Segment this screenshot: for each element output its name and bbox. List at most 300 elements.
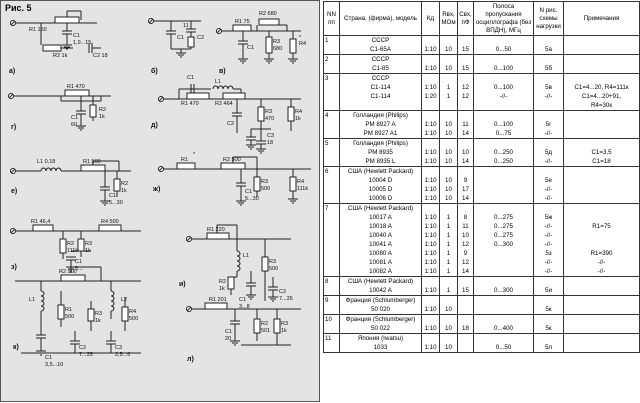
cell-country [340,167,422,204]
cell-country [340,55,422,74]
cell-rvx [440,74,458,111]
cell-notes [564,55,640,74]
row-number: 11 [325,335,332,342]
model-name: С1-65А [370,46,391,53]
band-value: 0...250 [494,158,513,165]
fig-ref: -//- [544,130,553,137]
component-label: C2 [279,289,287,295]
rvx-value: 1 [446,232,451,239]
note-text: R1=390 [590,250,613,257]
rvx-value: 10 [445,195,452,202]
panel-label: ж) [153,186,161,193]
header-band: Полоса пропускания осциллографа (без ВПДН), МГц [474,2,534,36]
inductor-symbol [237,266,240,271]
table-row [324,111,640,139]
fig-ref: 5л [544,344,553,351]
inductor-symbol [111,296,114,301]
component-label: C2 18 [93,53,108,59]
panel-label: л) [187,356,194,363]
table-body [324,36,640,353]
fig-ref: 5д [544,149,553,156]
fig-ref: -//- [544,195,553,202]
cvx-value: 15 [462,65,469,72]
component-label: R1 470 [181,101,199,107]
model-name: 10017 A [369,214,392,221]
note-text: С1=4...20, R4=111к [574,84,629,91]
component-label: 1k [85,248,91,254]
fig-ref: 5к [545,306,552,313]
kd-value: 1:10 [424,287,437,294]
model-name: С1-114 [370,84,391,91]
resistor-symbol [290,177,296,191]
table-row [324,139,640,167]
cell-country [340,74,422,111]
panel-label: з) [11,264,17,271]
component-label: C1 [73,33,81,39]
rvx-value: 10 [445,158,452,165]
component-label: R3 [85,241,93,247]
cell-cvx [458,111,474,139]
cell-country [340,277,422,296]
component-label: R1 470 [67,84,85,90]
component-label: 111k [297,186,309,192]
model-name: 10006 D [368,195,393,202]
component-label: R1 220 [207,227,225,233]
fig-ref: -//- [544,223,553,230]
band-value [475,185,532,194]
component-label: C2 [197,35,205,41]
panel-label: е) [11,188,18,195]
header-rvx: Rвх, МОм [440,2,458,36]
rvx-value: 10 [445,325,452,332]
band-value: -//- [499,93,508,100]
kd-value: 1:10 [424,214,437,221]
component-label: R4 [295,109,303,115]
component-label: 1k [219,286,225,292]
model-name: 10040 A [369,232,392,239]
rvx-value: 1 [446,84,451,91]
cell-notes [564,74,640,111]
panel-label: г) [11,124,17,131]
cell-band [474,204,534,277]
header-kd: Кд [422,2,440,36]
model-name: 10081 A [369,259,392,266]
kd-value: 1:10 [424,121,437,128]
cell-notes [564,139,640,167]
fig-ref: 5а [545,46,552,53]
header-fig: N рис. схемы нагрузки [534,2,564,36]
cvx-value: 12 [462,259,469,266]
cell-notes [564,167,640,204]
kd-value: 1:10 [424,344,437,351]
cell-kd [422,55,440,74]
cell-fig [534,204,564,277]
kd-value: 1:10 [424,186,437,193]
rvx-value: 10 [445,149,452,156]
cell-rvx [440,55,458,74]
component-label: R1 [181,157,189,163]
row-number: 3 [325,75,329,82]
cvx-value: 11 [462,223,469,230]
inductor-symbol [111,301,114,306]
rvx-value: 10 [445,121,452,128]
table-row [324,74,640,111]
cell-rvx [440,277,458,296]
model-name: 10018 A [369,223,392,230]
component-label: 5...30 [109,200,123,206]
cell-kd [422,315,440,334]
component-label: 500 [65,314,75,320]
cell-notes [564,204,640,277]
component-label: R2 464 [215,101,233,107]
country-name: Франция (Schlumberger) [345,316,416,323]
component-label: 680 [273,46,283,52]
figure-title: Рис. 5 [5,3,32,13]
component-label: R2 500 [59,269,77,275]
model-name: 1033 [373,344,388,351]
model-name: 10005 D [368,186,393,193]
component-label: L1 [243,253,250,259]
cell-kd [422,139,440,167]
cell-kd [422,111,440,139]
fig-ref: -//- [544,241,553,248]
inductor-symbol [46,168,51,171]
note-text [565,231,638,240]
country-name: Франция (Schlumberger) [345,297,416,304]
cell-nn [324,167,340,204]
band-value [475,194,532,203]
resistor-symbol [177,163,195,169]
component-label: L2 [121,297,128,303]
resistor-symbol [55,17,79,23]
note-text: R4=30к [590,102,613,109]
row-number: 10 [325,316,332,323]
fig-ref: 5ж [544,214,553,221]
component-label: R2 500 [223,157,241,163]
country-name: СССР [371,56,390,63]
kd-value: 1:10 [424,325,437,332]
resistor-symbol [90,105,96,117]
component-label: C1 [109,193,117,199]
fig-ref: 5к [545,325,552,332]
header-country: Страна, (фирма), модель [340,2,422,36]
component-label: 20 [225,336,232,342]
rvx-value: 10 [445,344,452,351]
resistor-symbol [228,277,234,289]
component-label: 1k [295,116,301,122]
cell-cvx [458,277,474,296]
kd-value: 1:20 [424,93,437,100]
band-value: 0...75 [495,130,512,137]
note-text: -//- [597,268,606,275]
inductor-symbol [111,291,114,296]
component-label: 500 [129,316,139,322]
header-notes: Примечания [564,2,640,36]
band-value [475,176,532,185]
component-label: 3...8 [239,304,250,310]
component-label: R3 [95,311,103,317]
component-label: C1 [177,35,185,41]
row-number: 4 [325,112,329,119]
cell-band [474,296,534,315]
component-label: R1 75 [235,19,250,25]
component-label: 1k [281,328,287,334]
cell-fig [534,334,564,353]
panel-label: и) [179,281,186,288]
kd-value: 1:10 [424,46,437,53]
cvx-value: 18 [462,325,469,332]
cell-cvx [458,139,474,167]
component-label: R1 201 [209,297,227,303]
fig-ref: 5з [545,250,552,257]
component-label: R3 [261,179,269,185]
rvx-value: 10 [445,186,452,193]
component-label: R1 46,4 [31,219,51,225]
resistor-symbol [221,163,245,169]
cell-rvx [440,204,458,277]
component-label: R1 500 [83,159,101,165]
component-label: R2 1k [53,53,68,59]
cell-band [474,167,534,204]
cvx-value: 8 [463,214,468,221]
note-text: С1=3,5 [591,149,612,156]
component-label: C1 [75,259,83,265]
cell-nn [324,55,340,74]
inductor-symbol [237,261,240,266]
probe-table [323,1,640,353]
model-name: PM 8935 L [365,158,396,165]
resistor-symbol [33,225,53,231]
country-name: США (Hewlett Packard) [347,205,414,212]
component-label: R2 [67,241,75,247]
table-row [324,277,640,296]
cell-band [474,315,534,334]
component-label: * [193,152,196,158]
cell-band [474,36,534,55]
inductor-symbol [41,168,46,171]
component-label: 60 [71,122,78,128]
component-label: 1k [99,114,105,120]
component-label: L1 [29,297,36,303]
cell-notes [564,296,640,315]
fig-ref: 5е [545,177,552,184]
cvx-value: 10 [462,149,469,156]
model-name: 10004 D [368,177,393,184]
component-label: C1 [71,115,79,121]
inductor-symbol [218,86,223,89]
band-value: 0...250 [494,149,513,156]
note-text [565,240,638,249]
band-value: 0...275 [494,214,513,221]
cell-notes [564,334,640,353]
component-label: R3 [281,321,289,327]
resistor-symbol [262,257,268,271]
cvx-value: 12 [462,241,469,248]
resistor-symbol [60,239,66,253]
component-label: R3 [269,259,277,265]
cell-cvx [458,204,474,277]
row-number: 5 [325,140,329,147]
cell-country [340,334,422,353]
resistor-symbol [99,225,121,231]
model-name: С1-85 [372,65,389,72]
inductor-symbol [51,168,56,171]
cell-nn [324,74,340,111]
row-number: 9 [325,297,329,304]
cvx-value [459,305,472,314]
kd-value: 1:10 [424,84,437,91]
band-value: 0...50 [495,46,512,53]
resistor-symbol [205,303,227,309]
cvx-value: 15 [462,287,469,294]
band-value [475,249,532,258]
resistor-symbol [254,319,260,333]
rvx-value: 10 [445,130,452,137]
cell-notes [564,111,640,139]
component-label: C1 [239,297,247,303]
rvx-value: 1 [446,259,451,266]
component-label: 1k [95,318,101,324]
component-label: 18 [267,140,274,146]
component-label: C2 [227,121,235,127]
resistor-symbol [288,107,294,121]
component-label: R2 680 [259,11,277,17]
inductor-symbol [41,296,44,301]
component-label: 7...35 [279,296,293,302]
cell-rvx [440,139,458,167]
fig-ref: -//- [544,268,553,275]
rvx-value: 1 [446,287,451,294]
band-value: 0...300 [494,241,513,248]
cell-rvx [440,334,458,353]
kd-value: 1:10 [424,158,437,165]
note-text: С1=4...20+91, [581,93,622,100]
cell-kd [422,277,440,296]
fig-ref: -//- [544,259,553,266]
cvx-value: 14 [462,130,469,137]
panel-label: к) [13,344,19,351]
cell-country [340,315,422,334]
note-text: -//- [597,259,606,266]
table-row [324,55,640,74]
component-label: C1 [225,329,233,335]
table-row [324,334,640,353]
rvx-value: 10 [445,46,452,53]
fig-ref: -//- [544,93,553,100]
fig-ref: 5г [545,121,552,128]
cell-notes [564,277,640,296]
cell-kd [422,36,440,55]
cell-nn [324,139,340,167]
cell-cvx [458,55,474,74]
rvx-value: 10 [445,177,452,184]
resistor-symbol [259,19,279,25]
component-label: 2,5...6 [115,352,131,358]
table-row [324,315,640,334]
country-name: СССР [371,37,390,44]
component-label: L1 [215,79,222,85]
cvx-value [459,343,472,352]
cell-fig [534,111,564,139]
kd-value: 1:10 [424,241,437,248]
band-value: 0...400 [494,325,513,332]
inductor-symbol [41,301,44,306]
component-label: 501 [261,328,271,334]
schematics-panel [0,0,320,402]
component-label: R4 500 [101,219,119,225]
kd-value: 1:10 [424,195,437,202]
cell-fig [534,167,564,204]
cell-notes [564,36,640,55]
cvx-value: 12 [462,84,469,91]
component-label: 7...35 [79,352,93,358]
rvx-value: 1 [446,93,451,100]
cell-nn [324,334,340,353]
country-name: Япония (Iwatsu) [357,335,404,342]
resistor-symbol [223,93,245,99]
component-label: R4 [129,309,137,315]
resistor-symbol [81,165,105,171]
kd-value: 1:10 [424,259,437,266]
model-name: 50 022 [371,325,390,332]
row-number: 8 [325,278,329,285]
resistor-symbol [233,25,251,31]
cell-cvx [458,167,474,204]
band-value [475,305,532,314]
resistor-symbol [187,93,209,99]
inductor-symbol [223,86,228,89]
cell-country [340,36,422,55]
component-label: C1 [247,45,255,51]
model-name: PM 8927 A1 [363,130,398,137]
kd-value: 1:10 [424,232,437,239]
cell-fig [534,36,564,55]
cvx-value: 10 [462,232,469,239]
cell-rvx [440,111,458,139]
country-name: СССР [371,75,390,82]
component-label: R4 [297,179,305,185]
row-number: 6 [325,168,329,175]
resistor-symbol [78,239,84,251]
cell-rvx [440,315,458,334]
table-row [324,167,640,204]
fig-ref: -//- [544,158,553,165]
resistor-symbol [61,275,85,281]
kd-value: 1:10 [424,223,437,230]
inductor-symbol [213,86,218,89]
component-label: R2 [121,181,129,187]
cell-kd [422,334,440,353]
band-value [475,267,532,276]
band-value: 0...50 [495,344,512,351]
cvx-value: 14 [462,158,469,165]
note-text: R1=75 [592,223,611,230]
cell-kd [422,296,440,315]
inductor-symbol [111,306,114,311]
band-value: 0...100 [494,121,513,128]
resistor-symbol [88,309,94,321]
resistor-symbol [188,37,194,47]
band-value [475,258,532,267]
fig-ref: -//- [544,186,553,193]
cell-band [474,111,534,139]
cell-band [474,277,534,296]
model-name: PM 8927 A [365,121,396,128]
inductor-symbol [41,291,44,296]
note-text: С1=18 [592,158,611,165]
model-name: PM 8935 [368,149,393,156]
cell-fig [534,55,564,74]
